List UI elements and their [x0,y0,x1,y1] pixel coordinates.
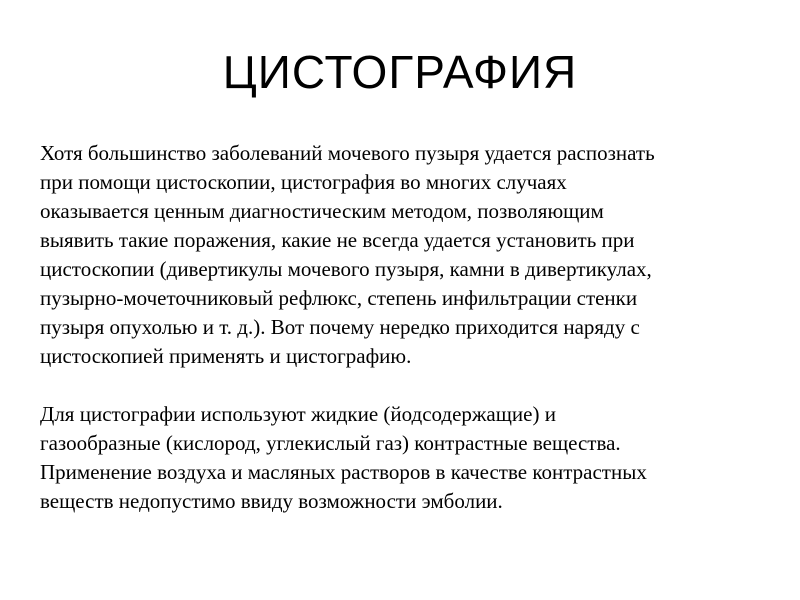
paragraph-2 [40,400,780,516]
text-line: цистоскопией применять и цистографию. [40,344,412,368]
paragraph-1 [40,139,780,371]
text-line: газообразные (кислород, углекислый газ) контрастные вещества. [40,431,621,455]
slide-title: ЦИСТОГРАФИЯ [222,46,578,98]
paragraph-gap [40,371,780,400]
text-line: цистоскопии (дивертикулы мочевого пузыря, камни в дивертикулах, [40,257,652,281]
text-line: Хотя большинство заболеваний мочевого пузыря удается распознать [40,141,655,165]
text-line: пузыря опухолью и т. д.). Вот почему нередко приходится наряду с [40,315,640,339]
text-line: Применение воздуха и масляных растворов в качестве контрастных [40,460,647,484]
slide-body [40,139,780,516]
text-line: при помощи цистоскопии, цистография во многих случаях [40,170,567,194]
text-line: выявить такие поражения, какие не всегда удается установить при [40,228,635,252]
text-line: пузырно-мочеточниковый рефлюкс, степень инфильтрации стенки [40,286,638,310]
text-line: веществ недопустимо ввиду возможности эмболии. [40,489,503,513]
text-line: оказывается ценным диагностическим методом, позволяющим [40,199,604,223]
text-line: Для цистографии используют жидкие (йодсодержащие) и [40,402,556,426]
